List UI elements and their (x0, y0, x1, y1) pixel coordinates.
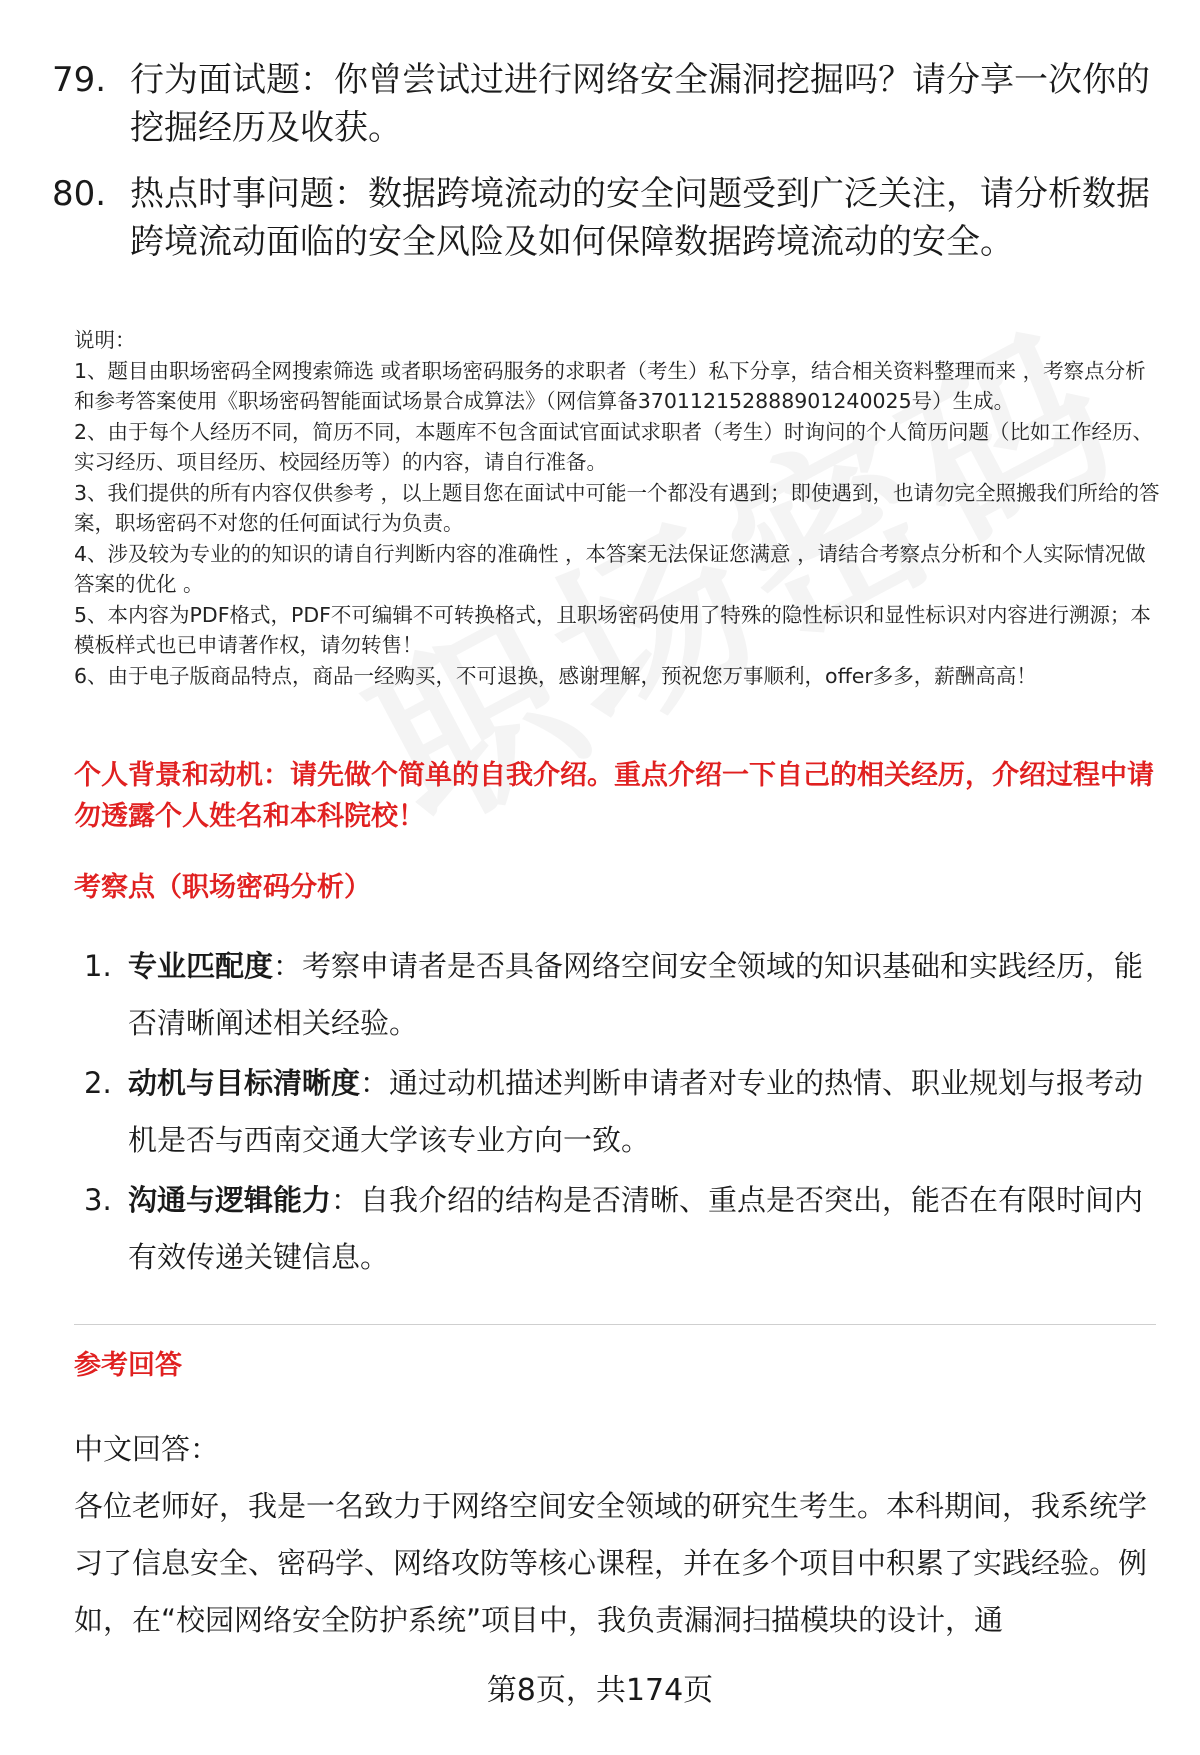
point-number: 2. (84, 1066, 112, 1100)
point-text: ：自我介绍的结构是否清晰、重点是否突出，能否在有限时间内有效传递关键信息。 (128, 1183, 1144, 1274)
notes-title: 说明： (74, 328, 136, 352)
question-79 (52, 56, 1162, 152)
point-label: 动机与目标清晰度 (128, 1066, 361, 1100)
analysis-heading: 考察点（职场密码分析） (74, 872, 371, 903)
note-item: 4、涉及较为专业的的知识的请自行判断内容的准确性 ，本答案无法保证您满意 ，请结合考察点分析和个人实际情况做答案的优化 。 (74, 541, 1146, 596)
point-number: 3. (84, 1183, 112, 1217)
page-footer: 第8页，共174页 (486, 1673, 714, 1708)
note-item: 6、由于电子版商品特点，商品一经购买，不可退换，感谢理解，预祝您万事顺利，offer多多，薪酬高高！ (74, 663, 1037, 688)
point-item (84, 938, 1164, 1052)
point-number: 1. (84, 949, 112, 983)
point-label: 专业匹配度 (128, 949, 274, 983)
answer-block (74, 1421, 1164, 1649)
question-text: 热点时事问题：数据跨境流动的安全问题受到广泛关注，请分析数据跨境流动面临的安全风险及如何保障数据跨境流动的安全。 (130, 174, 1150, 262)
point-item (84, 1172, 1164, 1286)
note-item: 2、由于每个人经历不同，简历不同，本题库不包含面试官面试求职者（考生）时询问的个人简历问题（比如工作经历、实习经历、项目经历、校园经历等）的内容，请自行准备。 (74, 419, 1154, 474)
question-number: 79. (52, 60, 107, 100)
answer-body: 各位老师好，我是一名致力于网络空间安全领域的研究生考生。本科期间，我系统学习了信息安全、密码学、网络攻防等核心课程，并在多个项目中积累了实践经验。例如，在“校园网络安全防护系统”项目中，我负责漏洞扫描模块的设计，通 (74, 1489, 1148, 1637)
section-divider (74, 1324, 1156, 1325)
answer-heading: 参考回答 (74, 1350, 182, 1381)
note-item: 3、我们提供的所有内容仅供参考 ，以上题目您在面试中可能一个都没有遇到；即使遇到，也请勿完全照搬我们所给的答案，职场密码不对您的任何面试行为负责。 (74, 480, 1160, 535)
point-label: 沟通与逻辑能力 (128, 1183, 332, 1217)
disclaimer-notes (74, 325, 1164, 691)
note-item: 1、题目由职场密码全网搜索筛选 或者职场密码服务的求职者（考生）私下分享，结合相关资料整理而来 ，考察点分析和参考答案使用《职场密码智能面试场景合成算法》（网信算备370112152888901240025号）生成。 (74, 358, 1146, 413)
main-question: 个人背景和动机：请先做个简单的自我介绍。重点介绍一下自己的相关经历，介绍过程中请勿透露个人姓名和本科院校！ (74, 760, 1154, 832)
question-80 (52, 170, 1162, 266)
question-text: 行为面试题：你曾尝试过进行网络安全漏洞挖掘吗？请分享一次你的挖掘经历及收获。 (130, 60, 1150, 148)
question-number: 80. (52, 174, 107, 214)
point-text: ：考察申请者是否具备网络空间安全领域的知识基础和实践经历，能否清晰阐述相关经验。 (128, 949, 1144, 1040)
analysis-points (84, 938, 1164, 1289)
point-text: ：通过动机描述判断申请者对专业的热情、职业规划与报考动机是否与西南交通大学该专业方向一致。 (128, 1066, 1144, 1157)
point-item (84, 1055, 1164, 1169)
answer-language-label: 中文回答： (74, 1432, 220, 1466)
note-item: 5、本内容为PDF格式，PDF不可编辑不可转换格式，且职场密码使用了特殊的隐性标识和显性标识对内容进行溯源；本模板样式也已申请著作权，请勿转售！ (74, 602, 1151, 657)
